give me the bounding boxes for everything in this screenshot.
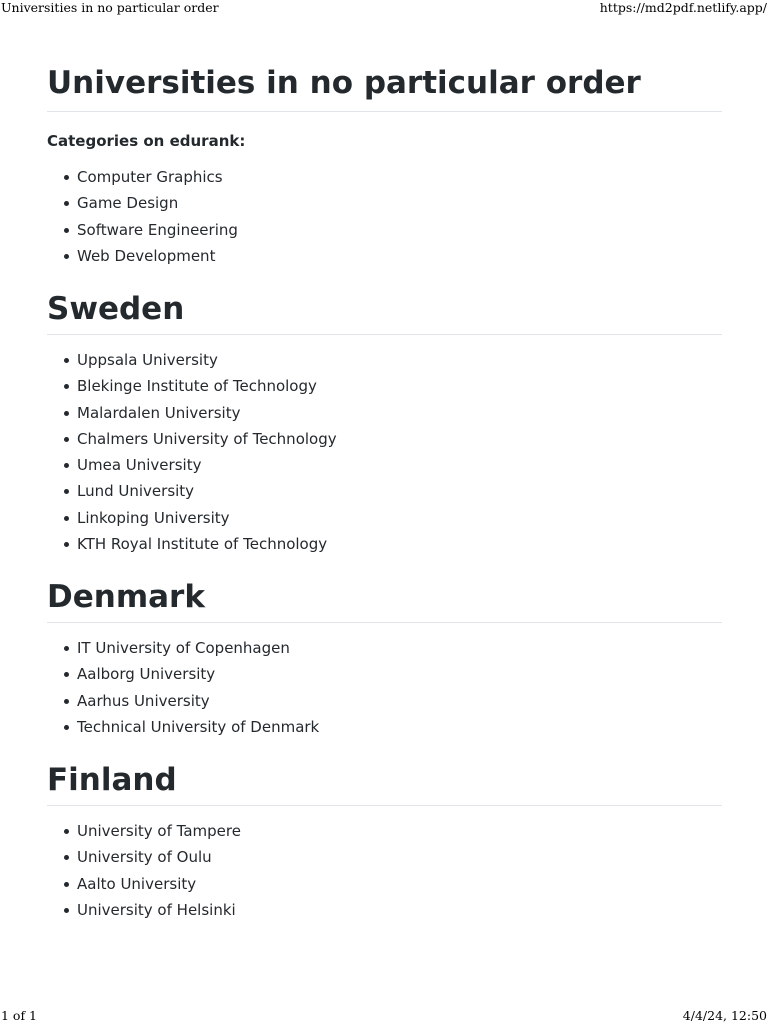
university-item: Umea University bbox=[77, 452, 337, 478]
section-heading-denmark: Denmark bbox=[47, 576, 722, 623]
university-item: Aalto University bbox=[77, 871, 241, 897]
section-heading-sweden: Sweden bbox=[47, 288, 722, 335]
denmark-list bbox=[47, 635, 319, 740]
page-number: 1 of 1 bbox=[1, 1008, 38, 1023]
university-item: Aalborg University bbox=[77, 661, 319, 687]
university-item: University of Oulu bbox=[77, 844, 241, 870]
university-item: Lund University bbox=[77, 478, 337, 504]
categories-list bbox=[47, 164, 238, 269]
university-item: Linkoping University bbox=[77, 505, 337, 531]
print-header-url: https://md2pdf.netlify.app/ bbox=[599, 0, 767, 15]
category-item: Game Design bbox=[77, 190, 238, 216]
category-item: Software Engineering bbox=[77, 217, 238, 243]
print-header bbox=[0, 0, 768, 16]
university-item: University of Tampere bbox=[77, 818, 241, 844]
university-item: Blekinge Institute of Technology bbox=[77, 373, 337, 399]
sweden-list bbox=[47, 347, 337, 557]
university-item: Aarhus University bbox=[77, 688, 319, 714]
university-item: Chalmers University of Technology bbox=[77, 426, 337, 452]
category-item: Web Development bbox=[77, 243, 238, 269]
university-item: IT University of Copenhagen bbox=[77, 635, 319, 661]
print-datetime: 4/4/24, 12:50 bbox=[682, 1008, 767, 1023]
categories-label: Categories on edurank: bbox=[47, 132, 246, 150]
section-heading-finland: Finland bbox=[47, 759, 722, 806]
category-item: Computer Graphics bbox=[77, 164, 238, 190]
university-item: Malardalen University bbox=[77, 400, 337, 426]
university-item: Technical University of Denmark bbox=[77, 714, 319, 740]
print-footer bbox=[0, 1008, 768, 1024]
university-item: University of Helsinki bbox=[77, 897, 241, 923]
print-header-title: Universities in no particular order bbox=[1, 0, 219, 15]
finland-list bbox=[47, 818, 241, 923]
page-title: Universities in no particular order bbox=[47, 62, 722, 112]
university-item: Uppsala University bbox=[77, 347, 337, 373]
university-item: KTH Royal Institute of Technology bbox=[77, 531, 337, 557]
